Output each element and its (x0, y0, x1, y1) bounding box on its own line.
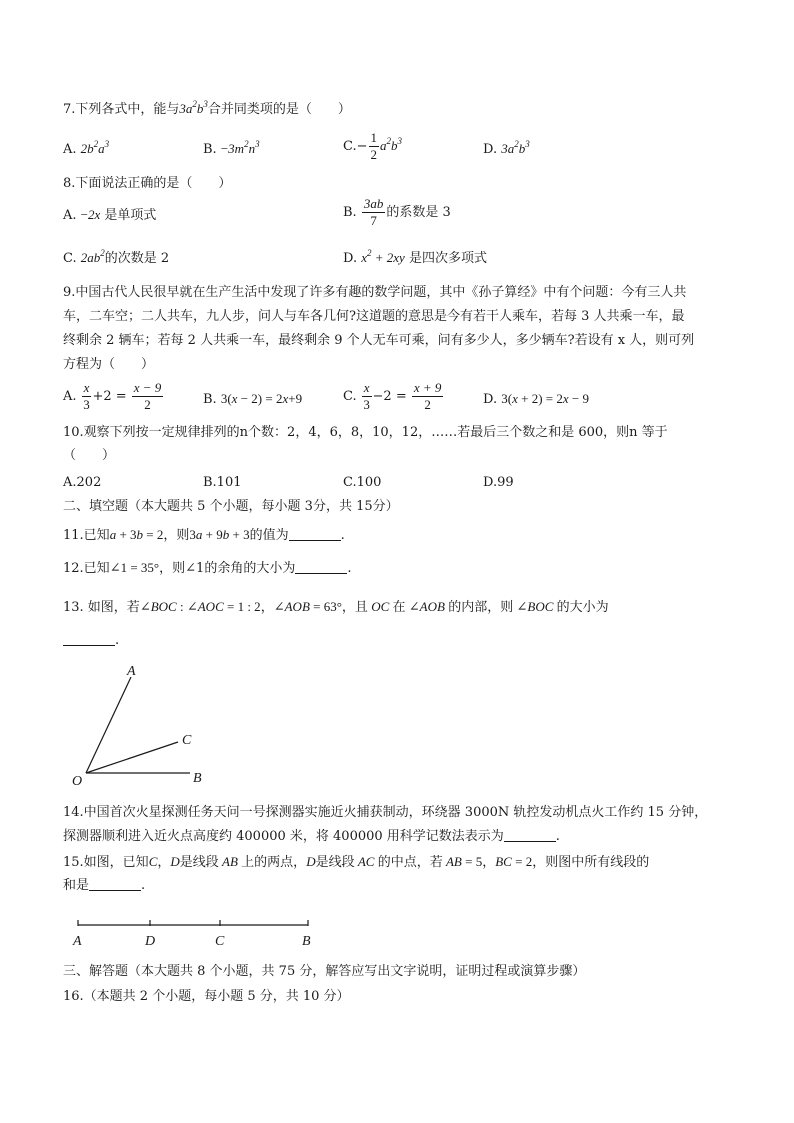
point-label-c: C (182, 733, 192, 748)
q8-option-a: A. −2x 是单项式 (63, 207, 157, 223)
point-label-c: C (215, 934, 225, 949)
q8-option-d: D. $x^2 + 2xy$ 是四次多项式 (343, 248, 487, 266)
q7-stem: 7.下列各式中，能与$3a^2b^3$合并同类项的是（ ） (63, 99, 351, 117)
q9-line-2: 车，二车空；二人共车，九人步，问人与车各几何?这道题的意思是今有若干人乘车，若每 3 人共乘一车，最 (63, 309, 685, 324)
q9-line-3: 终剩余 2 辆车；若每 2 人共乘一车，最终剩余 9 个人无车可乘，问有多少人，多少辆车?若设有 x 人，则可列 (63, 333, 695, 348)
q9-line-1: 9.中国古代人民很早就在生产生活中发现了许多有趣的数学问题，其中《孙子算经》中有个问题：今有三人共 (63, 285, 687, 300)
point-label-b: B (302, 934, 311, 949)
q8-option-b: B. $\frac{3ab}{7}$ 的系数是 3 (343, 196, 451, 228)
q10-stem: 10.观察下列按一定规律排列的n个数：2，4，6，8，10，12，……若最后三个数之和是 600，则n 等于 (63, 425, 668, 440)
q13-answer-line: . (63, 632, 119, 650)
q14-line-2: 探测器顺利进入近火点高度约 400000 米，将 400000 用科学记数法表示为 . (63, 829, 560, 844)
ray-oc (86, 742, 178, 773)
q15-answer-blank[interactable] (89, 878, 141, 891)
q8-stem: 8.下面说法正确的是（ ） (63, 176, 232, 191)
point-label-a: A (127, 664, 136, 679)
q10-paren: （ ） (63, 448, 116, 463)
q7-option-d: D. $3a^2b^3$ (483, 139, 530, 157)
q12-answer-blank[interactable] (295, 561, 347, 574)
ray-oa (86, 677, 131, 773)
q11-answer-blank[interactable] (289, 528, 341, 541)
q9-option-a: A. $\frac{x}{3}$ +2 = $\frac{x - 9}{2}$ (63, 380, 162, 412)
q10-option-a: A.202 (63, 475, 102, 490)
q9-option-b: B. 3(x − 2) = 2x+9 (203, 391, 303, 407)
q11: 11.已知a + 3b = 2，则3a + 9b + 3的值为 . (63, 527, 345, 543)
q16-stem: 16.（本题共 2 个小题，每小题 5 分，共 10 分） (63, 989, 350, 1004)
q14-answer-blank[interactable] (504, 829, 556, 842)
q8-option-c: C. $2ab^2$的次数是 2 (63, 248, 170, 266)
point-label-b: B (193, 771, 202, 786)
q13-answer-blank[interactable] (63, 633, 115, 646)
figure-15-segment-diagram (70, 915, 320, 951)
q7-option-a: A. $2b^2a^3$ (63, 139, 110, 157)
figure-13-angle-diagram (60, 660, 230, 792)
q15-line-1: 15.如图，已知C，D是线段 AB 上的两点，D是线段 AC 的中点，若 AB = 5，BC = 2，则图中所有线段的 (63, 854, 650, 870)
q7-option-b: B. $-3m^2n^3$ (203, 139, 260, 157)
q7-option-c: C.− $\frac{1}{2}$ $a^2b^3$ (343, 130, 403, 162)
q9-option-d: D. 3(x + 2) = 2x − 9 (483, 391, 589, 407)
point-label-o: O (72, 774, 83, 789)
q10-option-c: C.100 (343, 475, 382, 490)
q13: 13. 如图，若∠BOC : ∠AOC = 1 : 2，∠AOB = 63°，且 OC 在 ∠AOB 的内部，则 ∠BOC 的大小为 (63, 599, 609, 615)
q14-line-1: 14.中国首次火星探测任务天问一号探测器实施近火捕获制动，环绕器 3000N 轨控发动机点火工作约 15 分钟， (63, 805, 708, 820)
q12: 12.已知∠1 = 35°，则∠1的余角的大小为 . (63, 560, 352, 576)
q9-line-4: 方程为（ ） (63, 357, 155, 372)
q9-option-c: C. $\frac{x}{3}$ −2 = $\frac{x + 9}{2}$ (343, 380, 442, 412)
q10-option-b: B.101 (203, 475, 242, 490)
section-2-heading: 二、填空题（本大题共 5 个小题，每小题 3分，共 15分） (63, 499, 399, 514)
section-3-heading: 三、解答题（本大题共 8 个小题，共 75 分，解答应写出文字说明，证明过程或演算步骤） (63, 964, 586, 979)
q15-line-2: 和是 . (63, 878, 146, 893)
q10-option-d: D.99 (483, 475, 514, 490)
point-label-d: D (145, 934, 156, 949)
point-label-a: A (73, 934, 82, 949)
